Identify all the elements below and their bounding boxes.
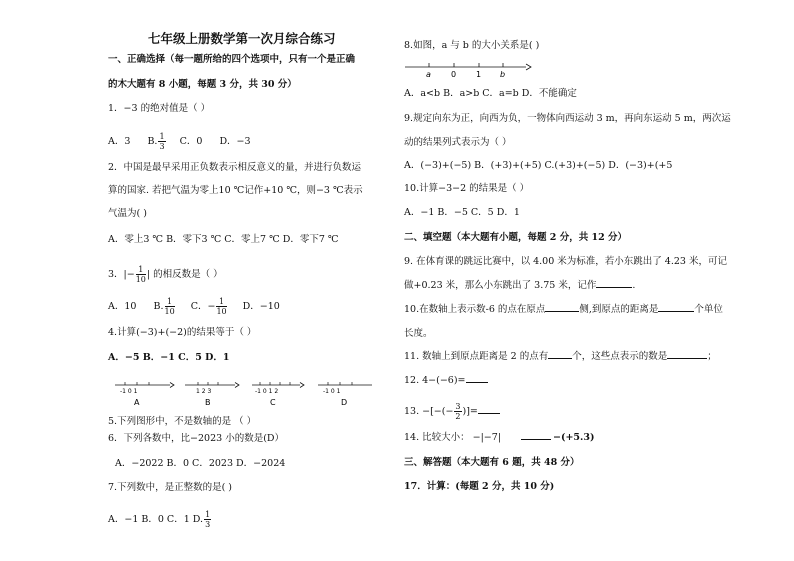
q1-b-denominator: 3 (159, 142, 165, 151)
q6-options: A．−2022 B．0 C．2023 D．−2024 (115, 458, 286, 469)
fill13-denominator: 2 (455, 412, 461, 421)
q5-label-a: A (134, 398, 140, 407)
q5-figure-b (185, 382, 239, 407)
q7-options-text: A．−1 B．0 C．1 D. (108, 514, 204, 525)
q2-line3: 气温为( ) (108, 208, 147, 219)
q3-option-b-prefix: B. (153, 301, 164, 312)
q5-figure-c (252, 382, 304, 407)
fill12-text: 12. 4−(−6)= (404, 375, 466, 386)
q7-stem: 7.下列数中，是正整数的是( ) (108, 482, 232, 493)
q1-option-d: D．−3 (219, 136, 251, 147)
fill9-period: . (632, 280, 636, 291)
q5-axis-figures (110, 376, 380, 408)
fill13-fraction (454, 402, 461, 421)
q3-option-a: A．10 (108, 301, 137, 312)
q3-b-denominator: 10 (164, 307, 175, 316)
fill11-text-c: ； (707, 351, 717, 362)
q1-stem: 1．−3 的绝对值是（ ） (108, 103, 211, 114)
q3-option-c-prefix: C．− (190, 301, 216, 312)
fill14-prefix: 14. 比较大小： −|−7| (404, 432, 502, 443)
fill13-prefix: 13. −[−(− (404, 406, 454, 417)
q8-label-1: 1 (476, 70, 482, 79)
q1-option-c: C．0 (179, 136, 203, 147)
fill14-compare-blank[interactable] (521, 439, 551, 440)
fill14-line (404, 432, 594, 444)
q8-stem: 8.如图，a 与 b 的大小关系是( ) (404, 40, 540, 51)
page-title: 七年级上册数学第一次月综合练习 (148, 31, 336, 46)
q5-label-c: C (270, 398, 276, 407)
q1-options (108, 132, 251, 151)
q3-denominator: 10 (135, 275, 146, 284)
fill12-line (404, 375, 488, 387)
q8-label-a: a (426, 70, 431, 79)
q1-option-b-fraction (158, 132, 165, 151)
section3-header: 三、解答题（本大题有 6 题，共 48 分） (404, 457, 580, 468)
q7-option-d-fraction (204, 510, 211, 529)
q3-c-denominator: 10 (216, 307, 227, 316)
q3-b-numerator: 1 (165, 297, 175, 307)
q7-d-numerator: 1 (205, 510, 211, 519)
q1-option-a: A．3 (108, 136, 131, 147)
q5-d-ticks: -1 0 1 (323, 388, 341, 395)
fill13-numerator: 3 (455, 402, 461, 411)
q8-options: A．a<b B．a>b C．a=b D．不能确定 (404, 88, 577, 99)
q4-stem: 4.计算(−3)+(−2)的结果等于（ ） (108, 327, 257, 338)
q5-b-ticks: 1 2 3 (196, 388, 212, 395)
q7-d-denominator: 3 (205, 520, 211, 529)
fill13-line (404, 402, 500, 421)
q7-options (108, 510, 212, 529)
q3-abs-open: |− (123, 269, 135, 280)
q5-label-b: B (205, 398, 211, 407)
q4-options: A．−5 B．−1 C．5 D．1 (108, 352, 230, 363)
q8-label-0: 0 (451, 70, 457, 79)
q10-options: A．−1 B．−5 C．5 D．1 (404, 207, 520, 218)
q2-options: A．零上3 ℃ B．零下3 ℃ C．零上7 ℃ D．零下7 ℃ (108, 234, 339, 245)
q10-stem: 10.计算−3−2 的结果是（ ） (404, 183, 530, 194)
q5-label-d: D (341, 398, 348, 407)
q5-stem: 5.下列图形中，不是数轴的是 （ ） (108, 416, 257, 427)
fill9-text: 做+0.23 米，那么小东跳出了 3.75 米，记作 (404, 280, 597, 291)
q3-number: 3． (108, 269, 124, 280)
q5-c-ticks: -1 0 1 2 (255, 388, 279, 395)
fill9-line2 (404, 280, 635, 292)
section1-header-line1: 一、正确选择（每一题所给的四个选项中，只有一个是正确 (108, 54, 356, 65)
q8-number-line (402, 59, 534, 79)
q17-stem: 17．计算：(每题 2 分，共 10 分) (404, 481, 555, 492)
q8-label-b: b (500, 70, 506, 79)
fill9-line1: 9. 在体育课的跳远比赛中，以 4.00 米为标准，若小东跳出了 4.23 米，可记 (404, 256, 727, 267)
q3-option-d: D．−10 (242, 301, 280, 312)
fill11-count-blank[interactable] (548, 358, 572, 359)
fill12-answer-blank[interactable] (466, 382, 488, 383)
q5-figure-a (115, 382, 174, 407)
q9-options: A．(−3)+(−5) B．(+3)+(+5) C.(+3)+(−5) D．(−3)+(+5 (404, 160, 673, 171)
section2-header: 二、填空题（本大题有小题，每题 2 分，共 12 分） (404, 232, 628, 243)
fill10-line1 (404, 304, 723, 316)
fill14-suffix: −(+5.3) (553, 432, 595, 443)
fill13-suffix: )]= (462, 406, 478, 417)
q3-fraction (136, 265, 146, 284)
q3-option-c-fraction (216, 297, 226, 316)
fill10-text-b: 侧,到原点的距离是 (579, 304, 659, 315)
q3-c-numerator: 1 (216, 297, 226, 307)
q3-option-b-fraction (165, 297, 175, 316)
q5-figure-d (318, 382, 372, 407)
fill10-text-a: 10.在数轴上表示数-6 的点在原点 (404, 304, 546, 315)
fill9-answer-blank[interactable] (596, 287, 632, 288)
q6-stem: 6．下列各数中，比−2023 小的数是(D） (108, 433, 285, 444)
fill10-side-blank[interactable] (545, 311, 579, 312)
q2-line1: 2．中国是最早采用正负数表示相反意义的量，并进行负数运 (108, 162, 362, 173)
fill11-line (404, 351, 717, 363)
q1-option-b-prefix: B. (147, 136, 158, 147)
q3-stem (108, 265, 223, 284)
fill10-distance-blank[interactable] (658, 311, 694, 312)
q3-options (108, 297, 280, 316)
section1-header-line2: 的木大题有 8 小题，每题 3 分，共 30 分） (108, 79, 297, 90)
q3-suffix: | 的相反数是（ ） (146, 269, 223, 280)
fill11-text-a: 11. 数轴上到原点距离是 2 的点有 (404, 351, 549, 362)
fill11-text-b: 个，这些点表示的数是 (572, 351, 668, 362)
q9-line1: 9.规定向东为正，向西为负，一物体向西运动 3 m，再向东运动 5 m，两次运 (404, 113, 731, 124)
q1-b-numerator: 1 (159, 132, 165, 141)
fill11-numbers-blank[interactable] (667, 358, 707, 359)
q9-line2: 动的结果列式表示为（ ） (404, 137, 512, 148)
fill10-text-c: 个单位 (694, 304, 723, 315)
q2-line2: 算的国家. 若把气温为零上10 ℃记作+10 ℃，则−3 ℃表示 (108, 185, 363, 196)
q3-numerator: 1 (136, 265, 146, 275)
fill10-line2: 长度。 (404, 328, 433, 339)
fill13-answer-blank[interactable] (478, 413, 500, 414)
q5-a-ticks: -1 0 1 (120, 388, 138, 395)
